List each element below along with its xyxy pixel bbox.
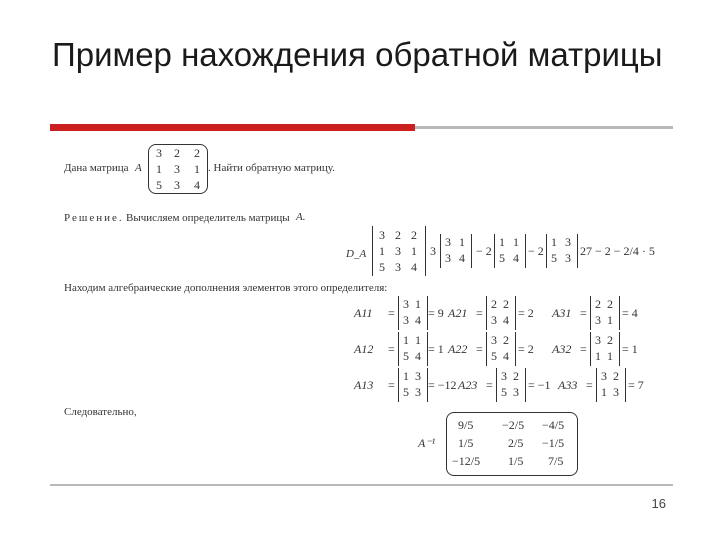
det-symbol: D_A <box>346 248 367 260</box>
matrix-symbol-2: A. <box>296 211 306 223</box>
solution-text: Вычисляем определитель матрицы <box>126 212 290 224</box>
inverse-symbol: A⁻¹ <box>418 436 436 450</box>
scanned-solution: Дана матрица A 3 2 2 1 3 1 5 3 4 . Найти обратную матрицу. Решение. Вычисляем определитель матрицы A. D_A 3 2 2 1 3 1 5 3 4 3 3 1 3 4 − 2 1 1 5 4 − 2 1 3 5 3 27 − 2 − 2/4 · 5 Находим алгебраические дополнения элементов этого определителя: A11 = 3 1 3 4 = 9 A21 = 2 2 3 4 = 2 A31 = 2 2 3 1 = 4 A12 = 1 1 5 4 = 1 A22 = 3 2 5 4 = 2 A32 = 3 2 1 1 = 1 A13 = 1 3 5 3 = −12 A23 = 3 2 5 3 = −1 A33 = 3 2 1 3 = 7 Следовательно, A⁻¹ 9/5 −2/5 −4/5 1/5 2/5 −1/5 −12/5 1/5 7/5 <box>58 136 664 480</box>
det-a: 3 2 2 1 3 1 5 3 4 <box>372 226 426 276</box>
given-text: Дана матрица <box>64 162 129 174</box>
therefore-text: Следовательно, <box>64 406 137 418</box>
det-result: 27 − 2 − 2/4 · 5 <box>580 244 655 258</box>
matrix-symbol: A <box>135 162 142 174</box>
cofactors-text: Находим алгебраические дополнения элементов этого определителя: <box>64 282 388 294</box>
page-number: 16 <box>651 496 666 511</box>
title-accent-bar <box>50 124 415 131</box>
title-rule <box>415 126 673 129</box>
task-text: . Найти обратную матрицу. <box>208 162 335 174</box>
footer-rule <box>50 484 673 486</box>
slide-title: Пример нахождения обратной матрицы <box>52 36 663 73</box>
solution-label: Решение. <box>64 212 124 224</box>
